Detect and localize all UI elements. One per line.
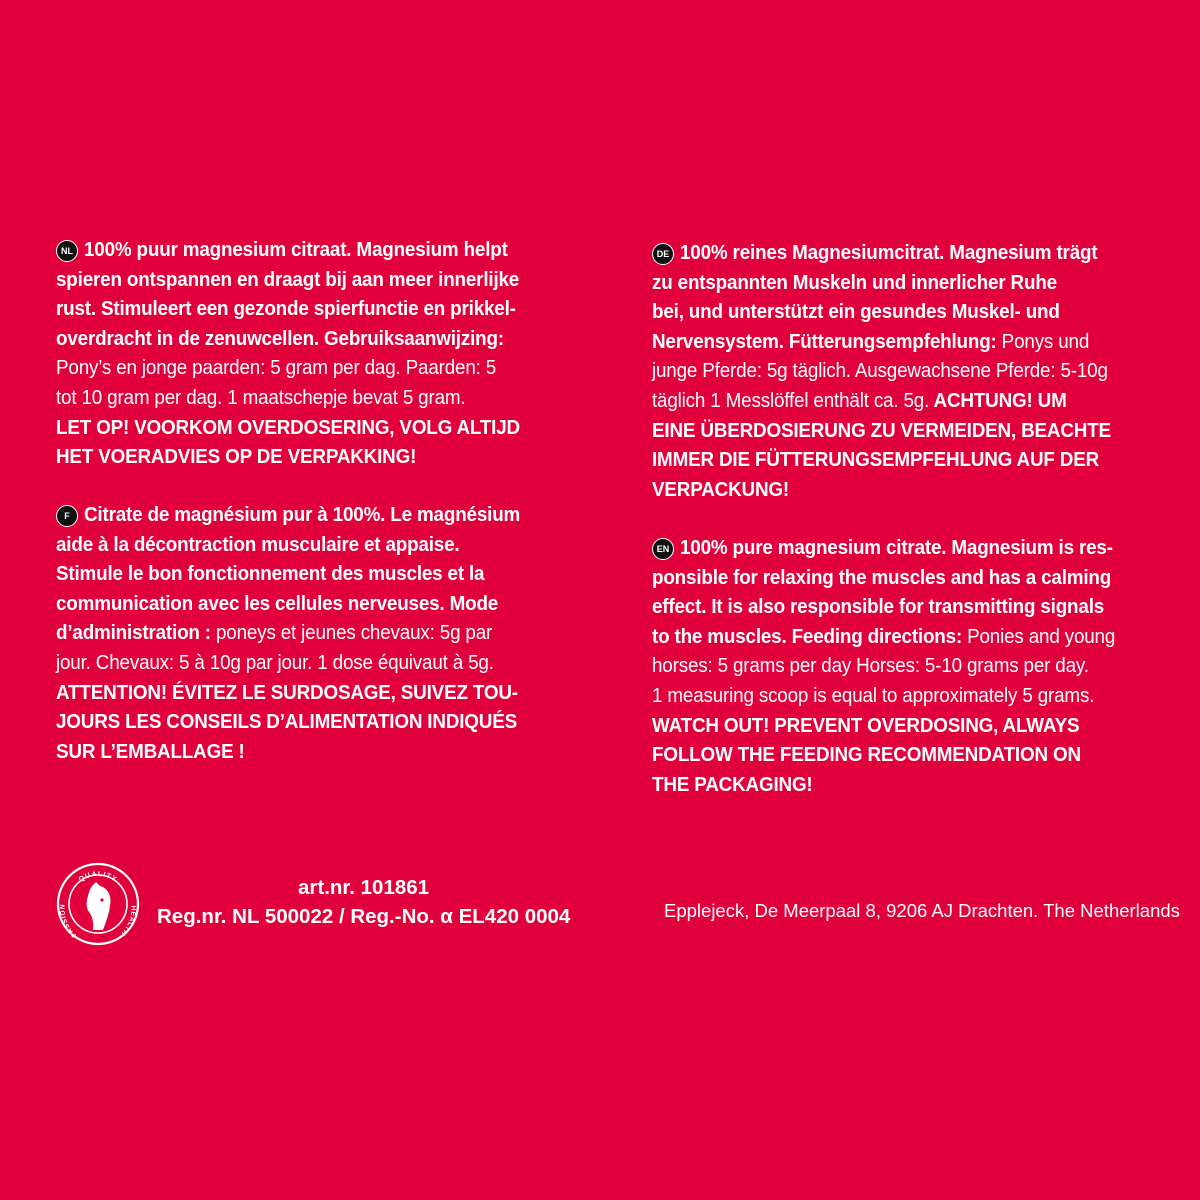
nl-line-4: overdracht in de zenuwcellen. Gebruiksaanwijzing: xyxy=(56,326,504,350)
french-text-block xyxy=(56,500,576,766)
de-line-7: EINE ÜBERDOSIERUNG ZU VERMEIDEN, BEACHTE xyxy=(652,418,1111,442)
fr-language-badge: F xyxy=(56,505,78,527)
nl-line-2: spieren ontspannen en draagt bij aan meer innerlijke xyxy=(56,267,520,291)
nl-line-6: tot 10 gram per dag. 1 maatschepje bevat 5 gram. xyxy=(56,385,466,409)
fr-line-2: aide à la décontraction musculaire et appaise. xyxy=(56,532,460,556)
german-text-block xyxy=(652,238,1172,504)
de-line-3: bei, und unterstützt ein gesundes Muskel- und xyxy=(652,300,1060,324)
de-language-badge: DE xyxy=(652,243,674,265)
horse-head-quality-seal-icon xyxy=(56,862,140,946)
de-line-5: junge Pferde: 5g täglich. Ausgewachsene Pferde: 5-10g xyxy=(652,359,1108,383)
en-language-badge: EN xyxy=(652,538,674,560)
en-line-3: effect. It is also responsible for transmitting signals xyxy=(652,595,1105,619)
seal-left-text: PASSION xyxy=(59,903,78,939)
nl-line-1: 100% puur magnesium citraat. Magnesium helpt xyxy=(84,238,508,261)
dutch-text-block xyxy=(56,235,576,472)
fr-line-1: Citrate de magnésium pur à 100%. Le magnésium xyxy=(84,503,521,526)
en-line-5: horses: 5 grams per day Horses: 5-10 grams per day. xyxy=(652,654,1089,678)
en-line-9: THE PACKAGING! xyxy=(652,772,813,796)
seal-right-text: HEALTH xyxy=(119,905,137,937)
de-line-6-bold: ACHTUNG! UM xyxy=(929,388,1067,412)
nl-line-3: rust. Stimuleert een gezonde spierfunctie en prikkel- xyxy=(56,297,516,321)
en-line-2: ponsible for relaxing the muscles and has a calming xyxy=(652,565,1112,589)
de-line-6-light: täglich 1 Messlöffel enthält ca. 5g. xyxy=(652,388,930,412)
en-line-7: WATCH OUT! PREVENT OVERDOSING, ALWAYS xyxy=(652,713,1080,737)
en-line-8: FOLLOW THE FEEDING RECOMMENDATION ON xyxy=(652,743,1081,767)
de-line-2: zu entspannten Muskeln und innerlicher Ruhe xyxy=(652,270,1057,294)
registration-number: Reg.nr. NL 500022 / Reg.-No. α EL420 0004 xyxy=(157,905,571,928)
fr-line-5-light: poneys et jeunes chevaux: 5g par xyxy=(210,621,493,645)
svg-text:QUALITY xyxy=(78,871,119,884)
en-line-4-bold: to the muscles. Feeding directions: xyxy=(652,624,963,648)
en-line-4-light: Ponies and young xyxy=(962,624,1116,648)
fr-line-4: communication avec les cellules nerveuses. Mode xyxy=(56,591,499,615)
en-line-6: 1 measuring scoop is equal to approximately 5 grams. xyxy=(652,683,1095,707)
nl-line-5: Pony’s en jonge paarden: 5 gram per dag. Paarden: 5 xyxy=(56,356,497,380)
seal-top-text: QUALITY xyxy=(77,870,119,884)
fr-line-3: Stimule le bon fonctionnement des muscles et la xyxy=(56,562,485,586)
de-line-4-bold: Nervensystem. Fütterungsempfehlung: xyxy=(652,329,997,353)
fr-line-7: ATTENTION! ÉVITEZ LE SURDOSAGE, SUIVEZ TOU- xyxy=(56,680,518,704)
de-line-9: VERPACKUNG! xyxy=(652,477,789,501)
de-line-4-light: Ponys und xyxy=(996,329,1090,353)
fr-line-9: SUR L’EMBALLAGE ! xyxy=(56,739,245,763)
de-line-8: IMMER DIE FÜTTERUNGSEMPFEHLUNG AUF DER xyxy=(652,448,1100,472)
company-address: Epplejeck, De Meerpaal 8, 9206 AJ Drachten. The Netherlands xyxy=(664,900,1180,921)
nl-language-badge: NL xyxy=(56,240,78,262)
fr-line-8: JOURS LES CONSEILS D’ALIMENTATION INDIQUÉS xyxy=(56,710,518,734)
nl-line-8: HET VOERADVIES OP DE VERPAKKING! xyxy=(56,445,417,469)
en-line-1: 100% pure magnesium citrate. Magnesium is res- xyxy=(680,536,1113,559)
de-line-1: 100% reines Magnesiumcitrat. Magnesium trägt xyxy=(680,241,1098,264)
article-number: art.nr. 101861 xyxy=(298,876,430,899)
fr-line-5-bold: d’administration : xyxy=(56,621,211,645)
nl-line-7: LET OP! VOORKOM OVERDOSERING, VOLG ALTIJD xyxy=(56,415,520,439)
fr-line-6: jour. Chevaux: 5 à 10g par jour. 1 dose équivaut à 5g. xyxy=(56,650,494,674)
english-text-block xyxy=(652,533,1172,799)
